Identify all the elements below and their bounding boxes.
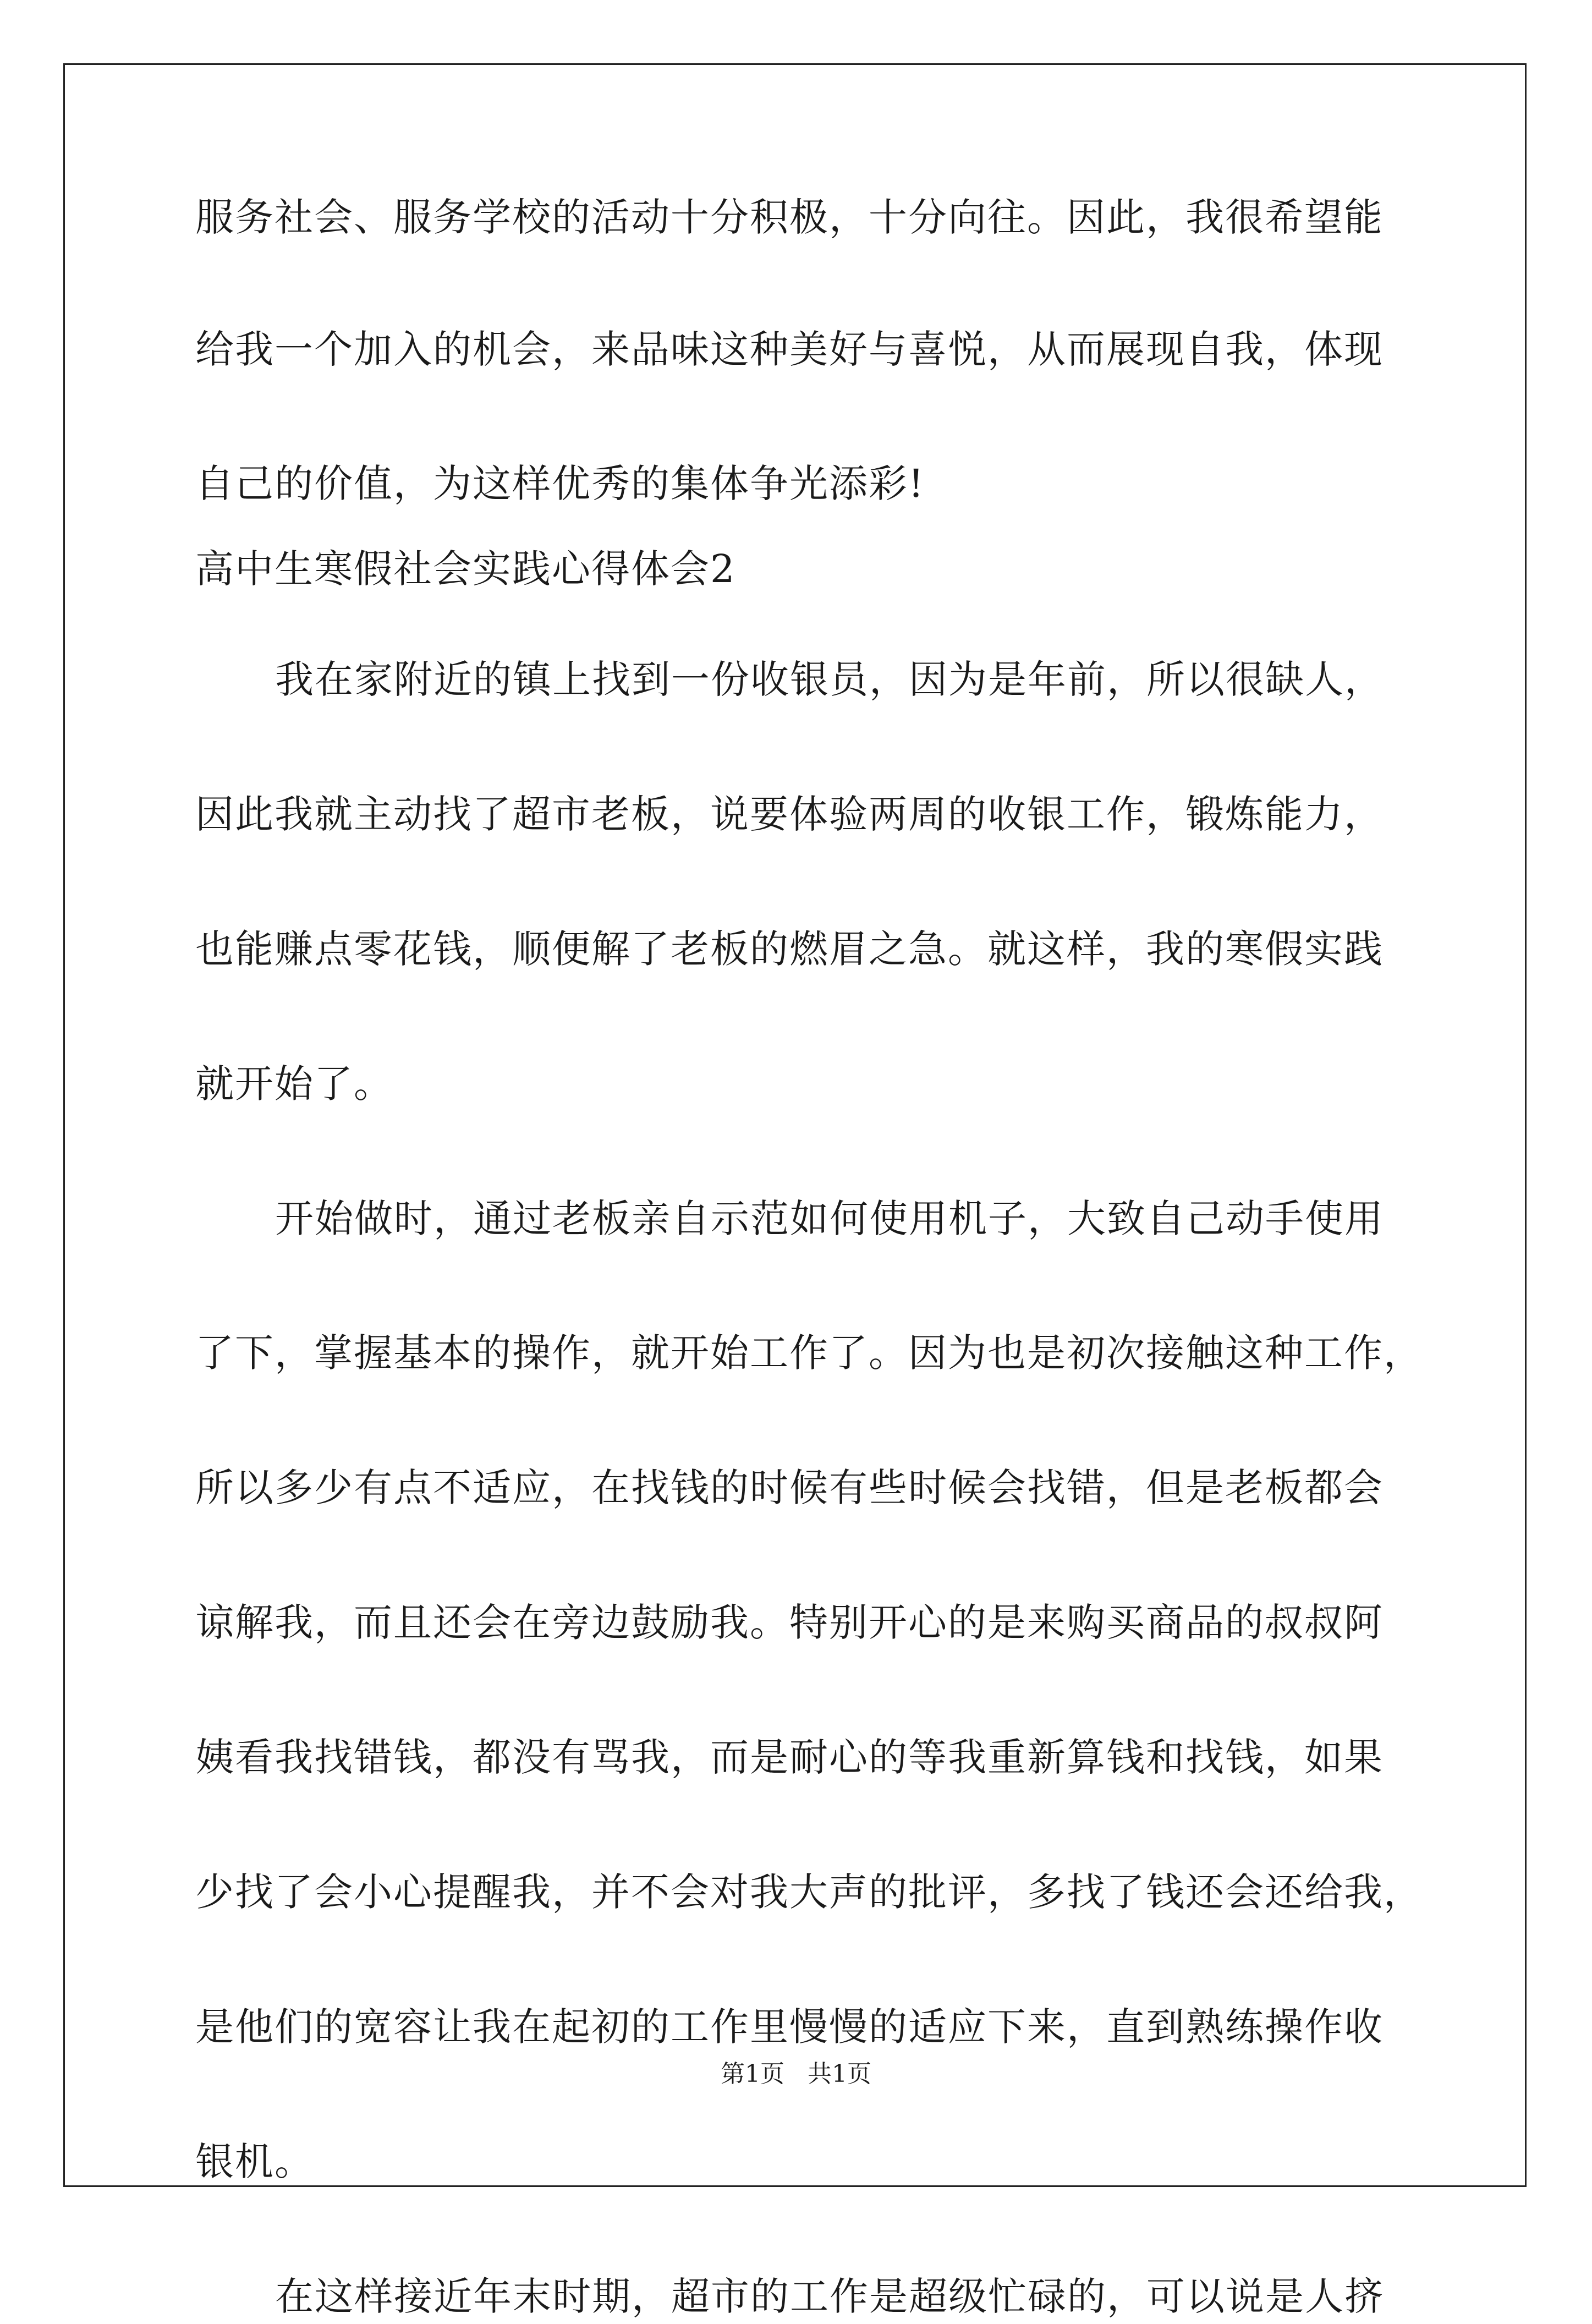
text-line: 就开始了。 [195, 1061, 393, 1106]
text-line: 开始做时，通过老板亲自示范如何使用机子，大致自己动手使用 [275, 1196, 1384, 1241]
text-line: 是他们的宽容让我在起初的工作里慢慢的适应下来，直到熟练操作收 [195, 2004, 1384, 2049]
text-line: 也能赚点零花钱，顺便解了老板的燃眉之急。就这样，我的寒假实践 [195, 927, 1384, 972]
section-heading: 高中生寒假社会实践心得体会2 [195, 546, 736, 591]
page-footer [0, 2058, 1592, 2091]
text-line: 我在家附近的镇上找到一份收银员，因为是年前，所以很缺人， [275, 657, 1384, 702]
text-line: 在这样接近年末时期，超市的工作是超级忙碌的，可以说是人挤 [275, 2274, 1384, 2319]
text-line: 自己的价值，为这样优秀的集体争光添彩! [195, 461, 925, 506]
text-line: 所以多少有点不适应，在找钱的时候有些时候会找错，但是老板都会 [195, 1465, 1384, 1510]
text-line: 少找了会小心提醒我，并不会对我大声的批评，多找了钱还会还给我， [195, 1870, 1423, 1915]
page-total: 共1页 [808, 2060, 871, 2088]
text-line: 因此我就主动找了超市老板，说要体验两周的收银工作，锻炼能力， [195, 792, 1384, 837]
page-number: 第1页 [721, 2060, 784, 2088]
text-line: 银机。 [195, 2139, 314, 2184]
text-line: 给我一个加入的机会，来品味这种美好与喜悦，从而展现自我，体现 [195, 327, 1384, 372]
text-line: 姨看我找错钱，都没有骂我，而是耐心的等我重新算钱和找钱，如果 [195, 1735, 1384, 1780]
text-line: 服务社会、服务学校的活动十分积极，十分向往。因此，我很希望能 [195, 195, 1384, 240]
text-line: 了下，掌握基本的操作，就开始工作了。因为也是初次接触这种工作， [195, 1330, 1423, 1375]
text-line: 谅解我，而且还会在旁边鼓励我。特别开心的是来购买商品的叔叔阿 [195, 1600, 1384, 1645]
